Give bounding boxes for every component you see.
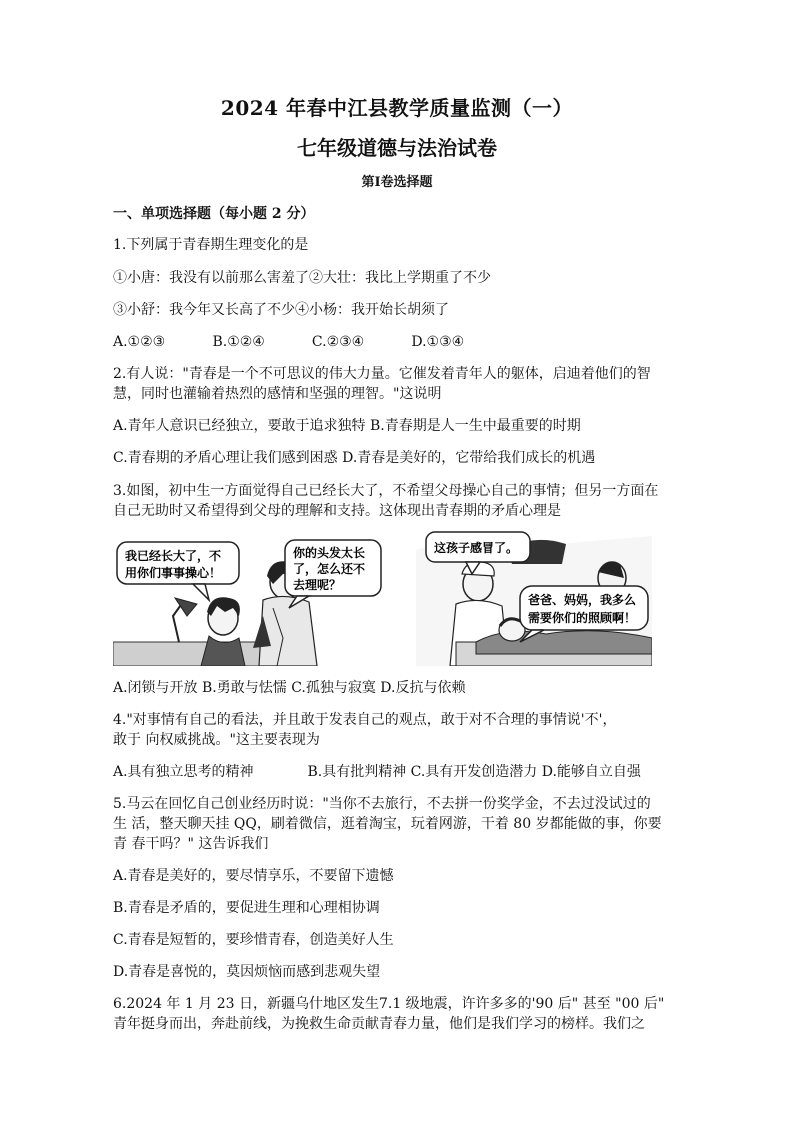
cartoon-left-drawing bbox=[113, 538, 385, 666]
q3-stem-line1: 3.如图，初中生一方面觉得自己已经长大了，不希望父母操心自己的事情；但另一方面在 bbox=[113, 483, 659, 499]
q4-options-bcd[interactable]: B.具有批判精神 C.具有开发创造潜力 D.能够自立自强 bbox=[307, 764, 641, 780]
bubble-mother-line2: 了，怎么还不 bbox=[293, 562, 366, 576]
q6-stem-line2: 青年挺身而出，奔赴前线，为挽救生命贡献青春力量，他们是我们学习的榜样。我们之 bbox=[113, 1016, 645, 1032]
q3-stem-line2: 自己无助时又希望得到父母的理解和支持。这体现出青春期的矛盾心理是 bbox=[113, 503, 561, 519]
q5-option-a[interactable]: A.青春是美好的，要尽情享乐，不要留下遗憾 bbox=[113, 868, 394, 884]
q2-options-ab[interactable]: A.青年人意识已经独立，要敢于追求独特 B.青春期是人一生中最重要的时期 bbox=[113, 418, 581, 434]
q4-option-a[interactable]: A.具有独立思考的精神 bbox=[113, 764, 254, 780]
q5-stem-line3: 青 春干吗？" 这告诉我们 bbox=[113, 836, 269, 852]
exam-subtitle: 七年级道德与法治试卷 bbox=[297, 136, 497, 160]
exam-title: 2024 年春中江县教学质量监测（一） bbox=[220, 96, 574, 120]
q5-stem-line1: 5.马云在回忆自己创业经历时说："当你不去旅行，不去拼一份奖学金，不去过没试过的 bbox=[113, 796, 651, 812]
q1-option-b[interactable]: B.①②④ bbox=[212, 334, 265, 350]
bubble-boy-line2: 用你们事事操心！ bbox=[125, 566, 222, 580]
q6-stem-line1: 6.2024 年 1 月 23 日，新疆乌什地区发生7.1 级地震，许许多多的'90 后" 甚至 "00 后" bbox=[113, 996, 665, 1012]
cartoon-right-drawing bbox=[416, 530, 652, 666]
q1-option-d[interactable]: D.①③④ bbox=[411, 334, 465, 350]
q1-line2: ③小舒：我今年又长高了不少④小杨：我开始长胡须了 bbox=[113, 302, 449, 318]
q1-stem: 1.下列属于青春期生理变化的是 bbox=[113, 237, 309, 253]
bubble-mother-line3: 去理呢？ bbox=[293, 578, 342, 592]
bubble-child-line2: 需要你们的照顾啊！ bbox=[528, 611, 637, 625]
q2-options-cd[interactable]: C.青春期的矛盾心理让我们感到困惑 D.青春是美好的，它带给我们成长的机遇 bbox=[113, 450, 596, 466]
q1-line1: ①小唐：我没有以前那么害羞了②大壮：我比上学期重了不少 bbox=[113, 270, 491, 286]
q1-options bbox=[113, 332, 693, 352]
q4-options bbox=[113, 762, 693, 782]
q5-option-b[interactable]: B.青春是矛盾的，要促进生理和心理相协调 bbox=[113, 900, 380, 916]
part-title: 第Ⅰ卷选择题 bbox=[361, 175, 433, 190]
bubble-mother-line1: 你的头发太长 bbox=[293, 546, 366, 560]
cartoon-panel-right bbox=[416, 530, 652, 666]
bubble-doctor-text: 这孩子感冒了。 bbox=[434, 541, 519, 555]
bubble-boy-line1: 我已经长大了，不 bbox=[125, 549, 222, 563]
q4-stem-line2: 敢于 向权威挑战。"这主要表现为 bbox=[113, 732, 320, 748]
bubble-child-line1: 爸爸、妈妈，我多么 bbox=[528, 593, 637, 607]
q2-stem-line1: 2.有人说："青春是一个不可思议的伟大力量。它催发着青年人的躯体，启迪着他们的智 bbox=[113, 366, 651, 382]
q1-option-a[interactable]: A.①②③ bbox=[113, 334, 166, 350]
q2-stem-line2: 慧，同时也灌输着热烈的感情和坚强的理智。"这说明 bbox=[113, 386, 442, 402]
q1-option-c[interactable]: C.②③④ bbox=[311, 334, 365, 350]
q5-option-d[interactable]: D.青春是喜悦的，莫因烦恼而感到悲观失望 bbox=[113, 964, 381, 980]
q5-stem-line2: 生 活，整天聊天挂 QQ，刷着微信，逛着淘宝，玩着网游，干着 80 岁都能做的事，你要 bbox=[113, 816, 662, 832]
section-heading: 一、单项选择题（每小题 2 分） bbox=[113, 206, 315, 222]
q5-option-c[interactable]: C.青春是短暂的，要珍惜青春，创造美好人生 bbox=[113, 932, 394, 948]
q3-options[interactable]: A.闭锁与开放 B.勇敢与怯懦 C.孤独与寂寞 D.反抗与依赖 bbox=[113, 680, 466, 696]
cartoon-panel-left bbox=[113, 538, 385, 666]
q4-stem-line1: 4."对事情有自己的看法，并且敢于发表自己的观点，敢于对不合理的事情说'不'， bbox=[113, 712, 617, 728]
